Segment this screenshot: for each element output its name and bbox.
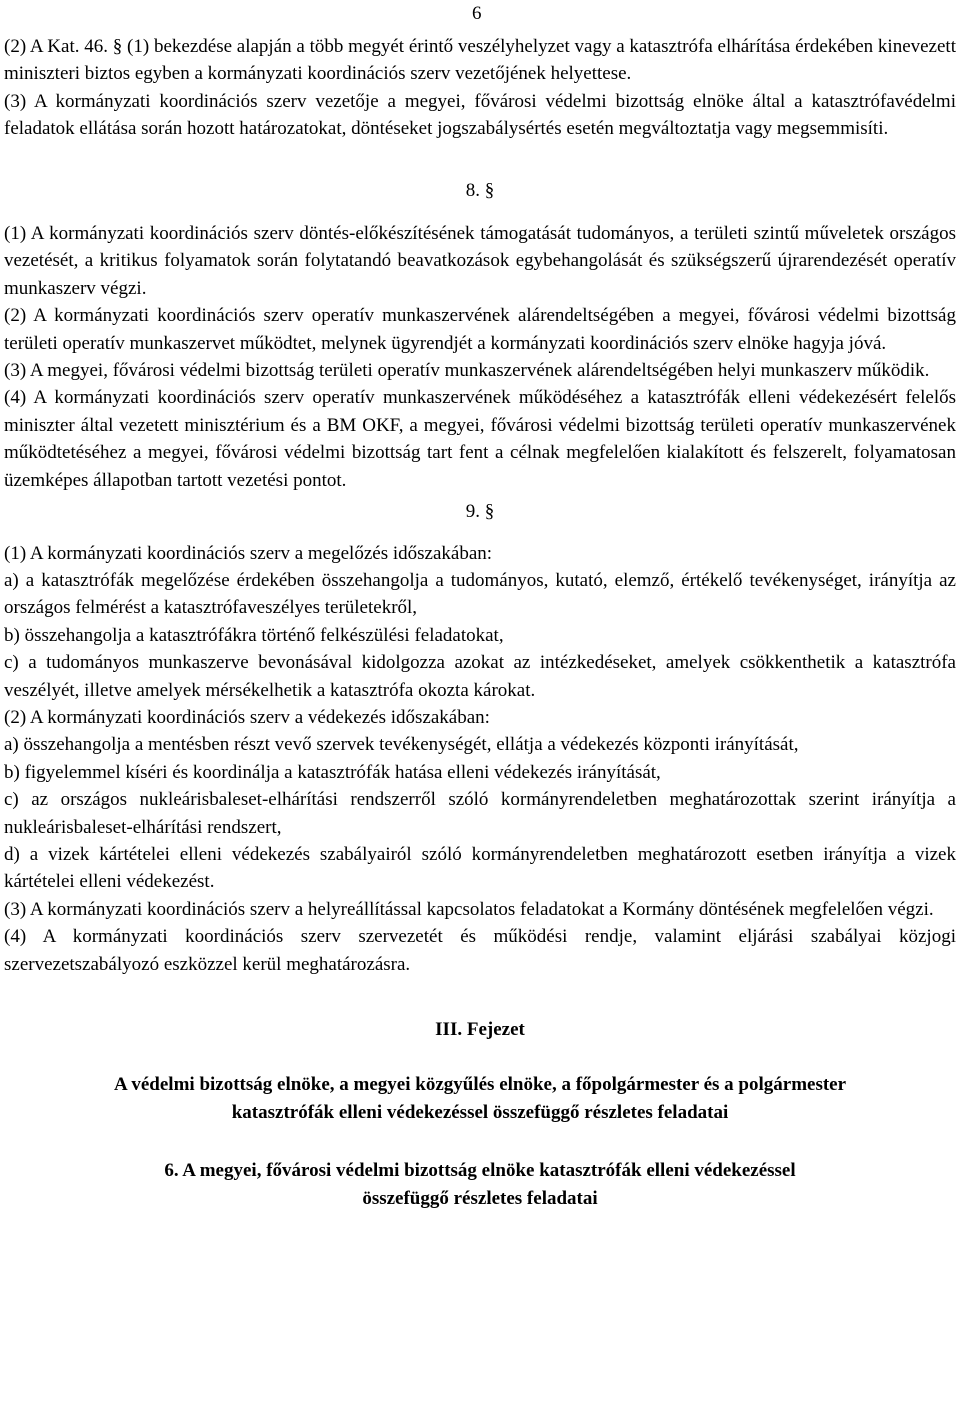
chapter-title: III. Fejezet (435, 1019, 525, 1040)
paragraph-9-2-d: d) a vizek kártételei elleni védekezés szabályairól szóló kormányrendeletben meghatározott esetben irányítja a vizek kártételei elleni védekezést. (4, 843, 956, 893)
page-number: 6 (472, 3, 482, 24)
paragraph-9-1-a: a) a katasztrófák megelőzése érdekében összehangolja a tudományos, kutató, elemző, értékelő tevékenységet, irányítja az országos felmérést a katasztrófaveszélyes területekről, (4, 569, 956, 619)
subsection-title-line-1: 6. A megyei, fővárosi védelmi bizottság elnöke katasztrófák elleni védekezéssel (164, 1160, 796, 1182)
paragraph-8-1: (1) A kormányzati koordinációs szerv döntés-előkészítésének támogatását tudományos, a területi szintű műveletek országos vezetését, a kritikus folyamatok során folytatandó beavatkozások egybehangolását és szükségszerű újrarendezését operatív munkaszerv végzi. (4, 223, 956, 299)
paragraph-9-2-c: c) az országos nukleárisbaleset-elhárítási rendszerről szóló kormányrendeletben meghatározottak szerint irányítja a nukleárisbaleset-elhárítási rendszert, (4, 789, 956, 838)
chapter-subtitle-line-2: katasztrófák elleni védekezéssel összefüggő részletes feladatai (231, 1102, 729, 1124)
paragraph-7-2: (2) A Kat. 46. § (1) bekezdése alapján a több megyét érintő veszélyhelyzet vagy a katasztrófa elhárítása érdekében kinevezett miniszteri biztos egyben a kormányzati koordinációs szerv vezetőjének helyettese. (4, 36, 956, 85)
paragraph-9-2-a: a) összehangolja a mentésben részt vevő szervek tevékenységét, ellátja a védekezés központi irányítását, (4, 734, 799, 756)
document-page (4, 33, 956, 1213)
chapter-subtitle-line-1: A védelmi bizottság elnöke, a megyei közgyűlés elnöke, a főpolgármester és a polgármester (113, 1074, 847, 1096)
paragraph-9-2-b: b) figyelemmel kíséri és koordinálja a katasztrófák hatása elleni védekezés irányítását, (4, 761, 661, 783)
chapter-subtitle (4, 1071, 956, 1127)
paragraph-8-2: (2) A kormányzati koordinációs szerv operatív munkaszervének alárendeltségében a megyei, fővárosi védelmi bizottság területi operatív munkaszervet működtet, melynek ügyrendjét a kormányzati koordinációs szerv elnöke hagyja jóvá. (4, 305, 956, 354)
section-heading-8: 8. § (465, 179, 495, 201)
paragraph-7-3: (3) A kormányzati koordinációs szerv vezetője a megyei, fővárosi védelmi bizottság elnöke által a katasztrófavédelmi feladatok ellátása során hozott határozatokat, döntéseket jogszabálysértés esetén megváltoztatja vagy megsemmisíti. (4, 90, 956, 140)
paragraph-9-1-b: b) összehangolja a katasztrófákra történő felkészülési feladatokat, (4, 624, 504, 646)
paragraph-9-2: (2) A kormányzati koordinációs szerv a védekezés időszakában: (4, 706, 490, 728)
paragraph-8-4: (4) A kormányzati koordinációs szerv operatív munkaszervének működéséhez a katasztrófák elleni védekezésért felelős miniszter által vezetett minisztérium és a BM OKF, a megyei, fővárosi védelmi bizottság területi operatív munkaszervének működtetéséhez a megyei, fővárosi védelmi bizottság tart fent a célnak megfelelően kialakított és felszerelt, folyamatosan üzemképes állapotban tartott vezetési pontot. (4, 387, 956, 491)
paragraph-9-3: (3) A kormányzati koordinációs szerv a helyreállítással kapcsolatos feladatokat a Kormány döntésének megfelelően végzi. (4, 898, 934, 920)
subsection-title (4, 1157, 956, 1213)
paragraph-8-3: (3) A megyei, fővárosi védelmi bizottság területi operatív munkaszervének alárendeltségében helyi munkaszerv működik. (4, 360, 930, 382)
paragraph-9-1: (1) A kormányzati koordinációs szerv a megelőzés időszakában: (4, 542, 493, 564)
paragraph-9-4: (4) A kormányzati koordinációs szerv szervezetét és működési rendje, valamint eljárási szabályai közjogi szervezetszabályozó eszközzel kerül meghatározásra. (4, 926, 956, 975)
section-heading-9: 9. § (465, 501, 495, 523)
subsection-title-line-2: összefüggő részletes feladatai (362, 1188, 598, 1210)
paragraph-9-1-c: c) a tudományos munkaszerve bevonásával kidolgozza azokat az intézkedéseket, amelyek csökkenthetik a katasztrófa veszélyét, illetve amelyek mérsékelhetik a katasztrófa okozta károkat. (4, 652, 956, 701)
